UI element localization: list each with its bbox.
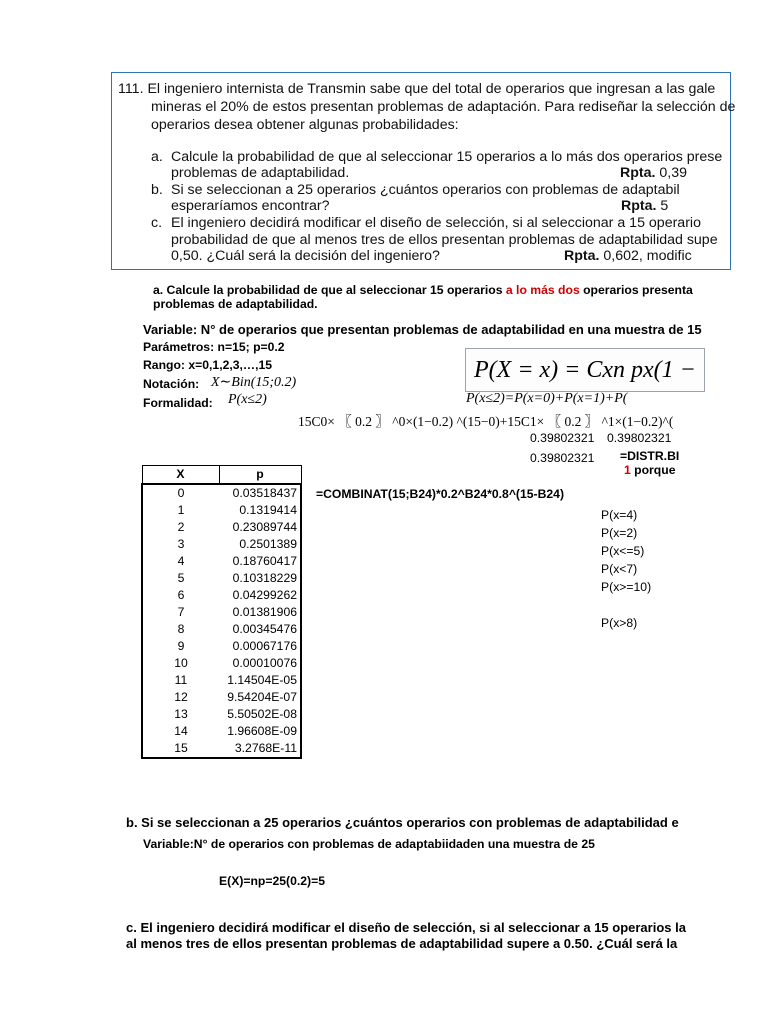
table-cell-p: 0.00010076 bbox=[219, 655, 301, 672]
table-row bbox=[142, 655, 301, 672]
item-b-label: b. bbox=[151, 182, 163, 198]
table-cell-x: 9 bbox=[142, 638, 219, 655]
probability-table bbox=[141, 465, 302, 759]
table-cell-x: 13 bbox=[142, 706, 219, 723]
problem-line-2: mineras el 20% de estos presentan problemas de adaptación. Para rediseñar la selección de bbox=[151, 99, 736, 115]
table-cell-x: 6 bbox=[142, 587, 219, 604]
part-a-title: a. Calcule la probabilidad de que al seleccionar 15 operarios a lo más dos operarios presenta bbox=[153, 283, 693, 297]
probability-expansion: P(x≤2)=P(x=0)+P(x=1)+P( bbox=[466, 391, 628, 406]
result-value-3: 0.39802321 bbox=[530, 451, 595, 465]
item-a-line-1: Calcule la probabilidad de que al seleccionar 15 operarios a lo más dos operarios prese bbox=[171, 149, 723, 165]
table-cell-p: 0.00345476 bbox=[219, 621, 301, 638]
item-b-answer: Rpta. 5 bbox=[621, 198, 669, 214]
result-value-1: 0.39802321 bbox=[530, 431, 595, 445]
table-row bbox=[142, 570, 301, 587]
table-row bbox=[142, 689, 301, 706]
table-row bbox=[142, 672, 301, 689]
label-p-x-le-5: P(x<=5) bbox=[601, 544, 645, 558]
table-cell-p: 0.10318229 bbox=[219, 570, 301, 587]
table-row bbox=[142, 519, 301, 536]
part-a-rango: Rango: x=0,1,2,3,…,15 bbox=[143, 358, 273, 372]
table-cell-p: 0.03518437 bbox=[219, 484, 301, 502]
item-a-line-2: problemas de adaptabilidad. bbox=[171, 165, 350, 181]
table-cell-x: 1 bbox=[142, 502, 219, 519]
table-row bbox=[142, 723, 301, 740]
table-cell-x: 14 bbox=[142, 723, 219, 740]
table-row bbox=[142, 638, 301, 655]
table-cell-p: 1.14504E-05 bbox=[219, 672, 301, 689]
table-cell-p: 0.18760417 bbox=[219, 553, 301, 570]
probability-table-body bbox=[142, 484, 301, 758]
table-row bbox=[142, 587, 301, 604]
item-b-line-2: esperaríamos encontrar? bbox=[171, 198, 330, 214]
excel-combinat-formula: =COMBINAT(15;B24)*0.2^B24*0.8^(15-B24) bbox=[316, 487, 565, 501]
table-row bbox=[142, 502, 301, 519]
problem-line-3: operarios desea obtener algunas probabilidades: bbox=[151, 117, 459, 133]
part-c-line-1: c. El ingeniero decidirá modificar el diseño de selección, si al seleccionar a 15 operarios la bbox=[126, 920, 686, 935]
table-header-p: p bbox=[219, 466, 301, 485]
table-row bbox=[142, 621, 301, 638]
table-row bbox=[142, 706, 301, 723]
table-row bbox=[142, 536, 301, 553]
table-cell-p: 5.50502E-08 bbox=[219, 706, 301, 723]
label-p-x-ge-10: P(x>=10) bbox=[601, 580, 652, 594]
table-cell-x: 11 bbox=[142, 672, 219, 689]
part-a-formalidad-label: Formalidad: bbox=[143, 396, 213, 410]
part-b-variable: Variable:N° de operarios con problemas de adaptabiidaden una muestra de 25 bbox=[143, 837, 595, 851]
item-a-answer: Rpta. 0,39 bbox=[620, 165, 688, 181]
table-cell-x: 4 bbox=[142, 553, 219, 570]
table-cell-p: 1.96608E-09 bbox=[219, 723, 301, 740]
part-a-formalidad-value: P(x≤2) bbox=[228, 392, 267, 407]
item-c-line-2: probabilidad de que al menos tres de ellos presentan problemas de adaptabilidad supe bbox=[171, 232, 718, 248]
item-c-line-3: 0,50. ¿Cuál será la decisión del ingeniero? bbox=[171, 248, 440, 264]
label-p-x-gt-8: P(x>8) bbox=[601, 616, 638, 630]
table-cell-p: 0.01381906 bbox=[219, 604, 301, 621]
result-value-2: 0.39802321 bbox=[607, 431, 672, 445]
table-cell-x: 7 bbox=[142, 604, 219, 621]
item-b-line-1: Si se seleccionan a 25 operarios ¿cuántos operarios con problemas de adaptabil bbox=[171, 182, 680, 198]
distr-binom-label: =DISTR.BI bbox=[620, 449, 680, 463]
table-cell-x: 3 bbox=[142, 536, 219, 553]
table-cell-x: 10 bbox=[142, 655, 219, 672]
part-a-notacion-value: X∼Bin(15;0.2) bbox=[211, 375, 297, 390]
table-row bbox=[142, 740, 301, 758]
part-a-parametros: Parámetros: n=15; p=0.2 bbox=[143, 340, 285, 354]
item-c-line-1: El ingeniero decidirá modificar el diseño de selección, si al seleccionar a 15 operario bbox=[171, 215, 701, 231]
table-cell-p: 0.00067176 bbox=[219, 638, 301, 655]
table-cell-p: 0.2501389 bbox=[219, 536, 301, 553]
table-cell-x: 8 bbox=[142, 621, 219, 638]
binomial-formula-image: P(X = x) = Cxn px(1 − bbox=[465, 348, 705, 392]
part-b-expectation: E(X)=np=25(0.2)=5 bbox=[219, 874, 326, 888]
part-c-line-2-cut: al menos tres de ellos presentan problemas de adaptabilidad supere a 0.50. ¿Cuál será la bbox=[126, 936, 678, 951]
problem-line-1: 111. El ingeniero internista de Transmin sabe que del total de operarios que ingresan a las gale bbox=[118, 81, 716, 97]
table-cell-p: 0.23089744 bbox=[219, 519, 301, 536]
item-a-label: a. bbox=[151, 149, 163, 165]
table-header-x: X bbox=[142, 466, 219, 485]
label-p-x-lt-7: P(x<7) bbox=[601, 562, 638, 576]
part-b-title: b. Si se seleccionan a 25 operarios ¿cuántos operarios con problemas de adaptabilidad e bbox=[126, 815, 679, 830]
table-cell-p: 0.04299262 bbox=[219, 587, 301, 604]
label-p-x-eq-4: P(x=4) bbox=[601, 508, 638, 522]
table-cell-x: 15 bbox=[142, 740, 219, 758]
label-p-x-eq-2: P(x=2) bbox=[601, 526, 638, 540]
table-cell-p: 3.2768E-11 bbox=[219, 740, 301, 758]
table-cell-x: 2 bbox=[142, 519, 219, 536]
table-row bbox=[142, 553, 301, 570]
table-cell-x: 5 bbox=[142, 570, 219, 587]
table-row bbox=[142, 484, 301, 502]
part-a-notacion-label: Notación: bbox=[143, 377, 200, 391]
item-c-label: c. bbox=[151, 215, 163, 231]
table-cell-p: 0.1319414 bbox=[219, 502, 301, 519]
table-cell-x: 0 bbox=[142, 484, 219, 502]
table-cell-p: 9.54204E-07 bbox=[219, 689, 301, 706]
part-a-variable: Variable: N° de operarios que presentan problemas de adaptabilidad en una muestra de 15 bbox=[143, 322, 702, 337]
item-c-answer: Rpta. 0,602, modific bbox=[564, 248, 692, 264]
part-a-title-line-2: problemas de adaptabilidad. bbox=[153, 297, 318, 311]
table-row bbox=[142, 604, 301, 621]
table-cell-x: 12 bbox=[142, 689, 219, 706]
porque-note: 1 porque bbox=[624, 463, 676, 477]
combination-expression: 15C0× 〖 0.2 〗 ^0×(1−0.2) ^(15−0)+15C1× 〖 0.2 〗 ^1×(1−0.2)^( bbox=[298, 414, 674, 429]
